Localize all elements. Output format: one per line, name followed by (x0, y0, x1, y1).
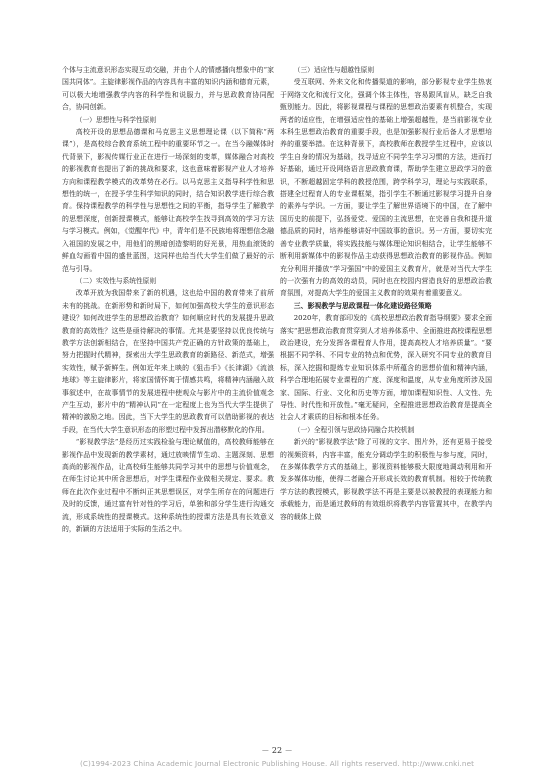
paragraph: “影视教学法”是经历过实践检验与理论赋值的，高校教师能够在影视作品中发现新的教学素材，通过放映情节生动、主题深刻、思想高尚的影视作品，让高校师生能够共同学习其中的思想与价值观念，在师生讨论其中所含思想后，对学生课程作业做相关规定、要求。教师在此次作业过程中不断纠正其思想误区，对学生所存在的问题进行及时的反馈，通过富有针对性的学习后，单独和部分学生进行沟通交流，形成系统性的授课模式。这种系统性的授课方法是具有长效意义的，新颖的方法适用于实际的生活之中。 (62, 438, 274, 534)
right-column (280, 64, 492, 523)
paragraph: 新兴的“影视教学法”除了可视的文字、图片外，还有更易于接受的视频资料，内容丰富，能充分调动学生的积极性与参与度，同时，在多媒体教学方式的基础上，影视资料能够极大限度地调动利用和开发多媒体功能，使得二者融合开形成长效的教育机制。相较于传统教学方法的教授模式，影视教学法不再是主要是以被教授的表现能力和承载能力，而是通过教师的有效组织将教学内容管置其中，在教学内容的载体上做 (280, 438, 492, 521)
page-number: － 22 － (261, 746, 293, 755)
copyright-footer: (C)1994-2023 China Academic Journal Electronic Publishing House. All rights reserved. http://www.cnki.net (79, 759, 475, 768)
paragraph: 2020年，教育部印发的《高校思想政治教育指导纲要》要求全面落实“把思想政治教育贯穿到人才培养体系中、全面推进高校课程思想政治建设，充分发挥各课程育人作用，提高高校人才培养质量”。“要根据不同学科、不同专业的特点和优势，深入研究不同专业的教育目标，深入挖掘和提炼专业知识体系中所蕴含的思想价值和精神内涵，科学合理地拓展专业课程的广度、深度和温度，从专业角度所涉及国家、国际、行业、文化和历史等方面，增加课程知识性、人文性、先导性、时代性和开放性。”毫无疑问，全程推进思想政治教育是提高全社会人才素质的目标和根本任务。 (280, 314, 492, 422)
paragraph: 高校开设的思想品德课和马克思主义思想理论课（以下简称“两课”），是高校综合教育系统工程中的重要环节之一。在当今融媒体时代背景下，影视传媒行业正在进行一场深刻的变革，媒体融合对高校的影视教育也提出了新的挑战和要求，这也意味着影视产业人才培养方向和课程教学模式的改革势在必行。以马克思主义指导科学性和思想性的统一，在授予学生科学知识的同时，结合知识教学进行综合教育。保持课程教学的科学性与思想性之间的平衡，指导学生了解教学的思想深度，创新授课模式，能够让高校学生找寻到高效的学习方法与学习模式。例如，《觉醒年代》中，青年们是不民族地将理想信念融入祖国的发展之中，用他们的黑暗创造黎明的好光景，用热血滚烫的鲜血勾画看中国的盛世蓝图，这同样也给当代大学生们做了最好的示范与引导。 (62, 128, 274, 273)
section-heading: （一）全程引领与思政协同融合共校机制 (293, 425, 415, 434)
section-heading: （一）思想性与科学性原则 (75, 115, 157, 124)
paragraph: 个体与主流意识形态实现互动交融，并由个人的情感播向想象中的“家国共同体”。主旋律影视作品的内容具有丰富的知识内涵和德育元素，可以极大地增强教学内容的科学性和说服力，并与思政教育协同配合，协同创新。 (62, 66, 274, 112)
paragraph: 改革开放为我国带来了新的机遇，这也给中国的教育带来了前所未有的挑战。在新形势和新时局下，如何加强高校大学生的意识形态建设？如何改进学生的思想政治教育？如何顺应时代的发展提升思政教育的高效性？这些是亟待解决的事情。尤其是要坚持以优良传统与教学方法创新相结合，在坚持中国共产党正确的方针政策的基础上，努力把握时代精神，探索出大学生思政教育的新路径、新范式，增强实效性，赋予新鲜生。例如近年来上映的《狙击手》《长津湖》《流浪地球》等主旋律影片，将家国情怀寓于情感共鸣，将精神内涵融入故事叙述中，在故事情节的发展进程中使观众与影片中的主流价值观念产生互动，影片中的“精神认同”在一定程度上也为当代大学生提供了精神的激励之地。因此，当下大学生的思政教育可以借助影视的表达手段，在当代大学生意识形态的形塑过程中发挥出潜移默化的作用。 (62, 289, 274, 434)
left-column (62, 64, 274, 535)
section-heading: （二）实效性与系统性原则 (75, 276, 157, 285)
section-heading: （三）适应性与超越性原则 (293, 66, 375, 74)
paragraph: 受互联网、外来文化和传播渠道的影响，部分影视专业学生热衷于网络文化和流行文化，强调个体主体性，容易跟风盲从，缺乏自我甄别能力。因此，将影视课程与课程的思想政治要素有机整合，实现两者的适应性，在增强适应性的基础上增强超越性，是当前影视专业本科生思想政治教育的重要手段，也是加强影视行业后备人才思想培养的重要举措。在这种背景下，高校教师在教授学生过程中，应该以学生自身的情况为基础，找寻适应不同学生学习习惯的方法，进而打好基础，通过开设网络语言思政教育课，帮助学生建立思政学习的意识，不断超越固定学科的教授范围，跨学科学习，理论与实践联系，搭建全过程育人的专业课框架，指引学生不断通过影视学习提升自身的素养与学识。一方面，要让学生了解世界语境下的中国，在了解中国历史的前提下，弘扬爱党、爱国的主流思想，在完善自我和提升道德品质的同时，培养能够讲好中国故事的意识。另一方面，要切实完善专业教学质量，将实践技能与媒体理论知识相结合，让学生能够不断利用新媒体中的影视作品主动获得思想政治教育的影视作品。例如充分利用并播放“学习强国”中的爱国主义教育片，就是对当代大学生的一次强有力的高效的动员，同时也在校园内营造良好的思想政治教育氛围，对提高大学生的爱国主义教育的效果有着重要意义。 (280, 78, 492, 298)
chapter-heading: 三、影视教学与思政课程一体化建设路径策略 (293, 301, 432, 310)
